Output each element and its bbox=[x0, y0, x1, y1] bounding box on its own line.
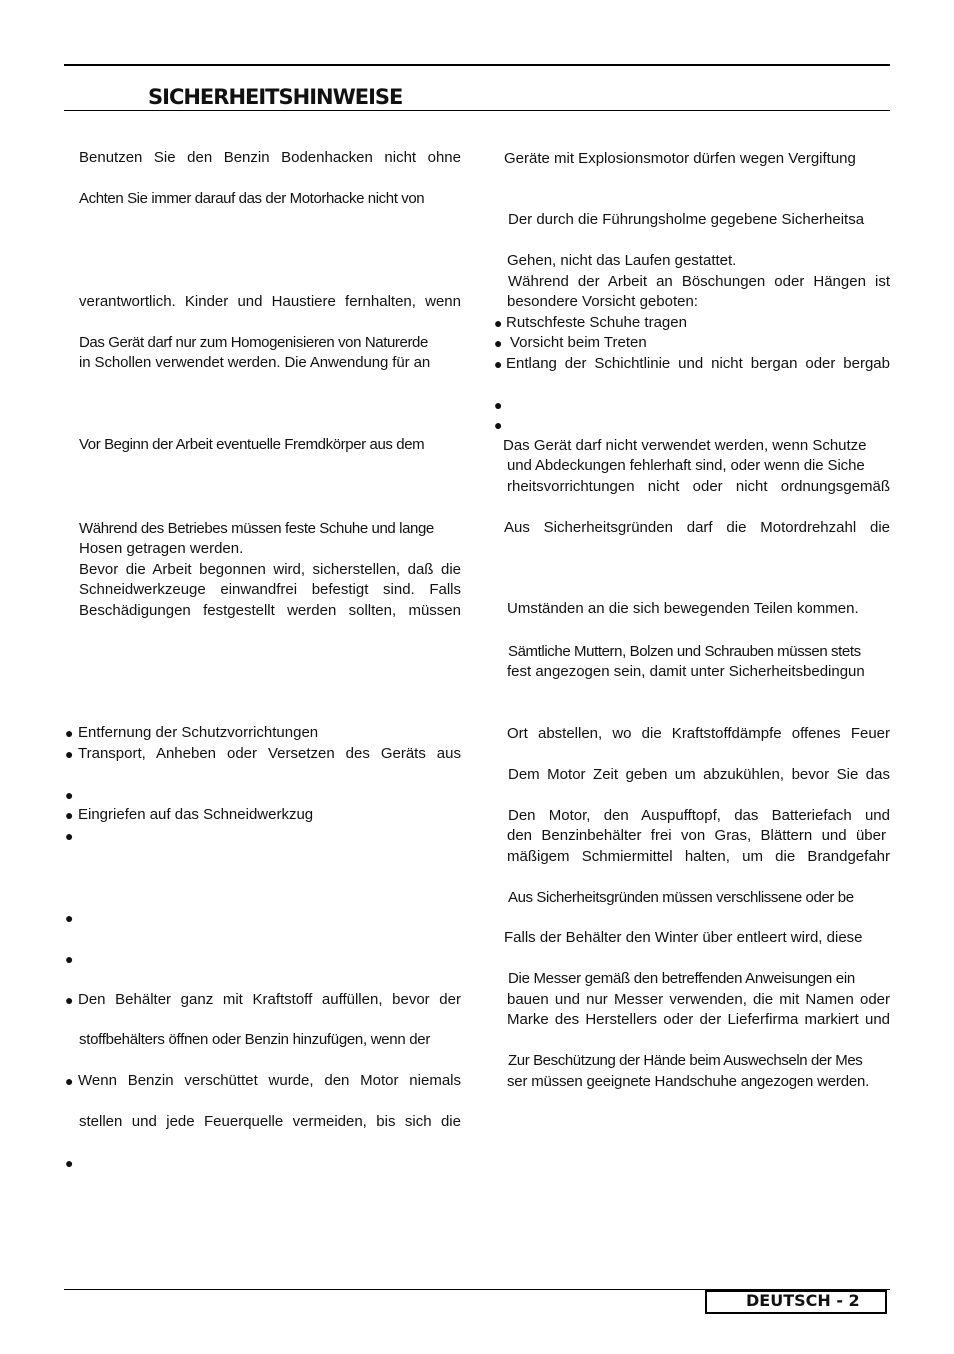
bullet-icon: ● bbox=[65, 910, 74, 926]
text-line: Gehen, nicht das Laufen gestattet. bbox=[507, 252, 737, 269]
text-line: fest angezogen sein, damit unter Sicherheitsbedingun bbox=[507, 663, 865, 680]
text-line: Marke des Herstellers oder der Lieferfirma markiert und bbox=[507, 1011, 890, 1028]
bullet-icon: ● bbox=[65, 828, 74, 844]
text-line: stellen und jede Feuerquelle vermeiden, bis sich die bbox=[79, 1113, 461, 1130]
text-line: stoffbehälters öffnen oder Benzin hinzufügen, wenn der bbox=[79, 1031, 431, 1048]
bullet-icon: ● bbox=[494, 335, 503, 351]
bullet-icon: ● bbox=[65, 1155, 74, 1171]
text-line: rheitsvorrichtungen nicht oder nicht ordnungsgemäß bbox=[507, 478, 890, 495]
header-rule-bottom bbox=[64, 110, 890, 111]
list-item: Transport, Anheben oder Versetzen des Geräts aus bbox=[78, 745, 461, 762]
text-line: und Abdeckungen fehlerhaft sind, oder wenn die Siche bbox=[507, 457, 865, 474]
text-line: Der durch die Führungsholme gegebene Sicherheitsa bbox=[508, 211, 865, 228]
text-line: Während der Arbeit an Böschungen oder Hängen ist bbox=[508, 273, 890, 290]
text-line: Die Messer gemäß den betreffenden Anweisungen ein bbox=[508, 970, 855, 987]
text-line: Geräte mit Explosionsmotor dürfen wegen Vergiftung bbox=[504, 150, 856, 167]
bullet-icon: ● bbox=[494, 315, 503, 331]
header-rule-top bbox=[64, 64, 890, 66]
text-line: Zur Beschützung der Hände beim Auswechseln der Mes bbox=[508, 1052, 863, 1069]
bullet-icon: ● bbox=[65, 1073, 74, 1089]
bullet-icon: ● bbox=[494, 417, 503, 433]
page-number-label: DEUTSCH - 2 bbox=[746, 1291, 860, 1310]
text-line: besondere Vorsicht geboten: bbox=[507, 293, 698, 310]
list-item: Entfernung der Schutzvorrichtungen bbox=[78, 724, 319, 741]
text-line: Sämtliche Muttern, Bolzen und Schrauben müssen stets bbox=[508, 643, 861, 660]
bullet-icon: ● bbox=[65, 807, 74, 823]
text-line: Achten Sie immer darauf das der Motorhacke nicht von bbox=[79, 190, 425, 207]
text-line: Dem Motor Zeit geben um abzukühlen, bevor Sie das bbox=[508, 766, 890, 783]
text-line: ser müssen geeignete Handschuhe angezogen werden. bbox=[507, 1073, 870, 1090]
text-line: Den Motor, den Auspufftopf, das Batteriefach und bbox=[508, 807, 890, 824]
text-line: Das Gerät darf nicht verwendet werden, wenn Schutze bbox=[503, 437, 867, 454]
bullet-icon: ● bbox=[65, 951, 74, 967]
text-line: bauen und nur Messer verwenden, die mit Namen oder bbox=[507, 991, 890, 1008]
text-line: Das Gerät darf nur zum Homogenisieren von Naturerde bbox=[79, 334, 428, 351]
text-line: Schneidwerkzeuge einwandfrei befestigt sind. Falls bbox=[79, 581, 461, 598]
bullet-icon: ● bbox=[65, 787, 74, 803]
text-line: den Benzinbehälter frei von Gras, Blättern und über bbox=[507, 827, 886, 844]
text-line: Vor Beginn der Arbeit eventuelle Fremdkörper aus dem bbox=[79, 436, 425, 453]
text-line: verantwortlich. Kinder und Haustiere fernhalten, wenn bbox=[79, 293, 461, 310]
text-line: Beschädigungen festgestellt werden sollten, müssen bbox=[79, 602, 461, 619]
text-line: Hosen getragen werden. bbox=[79, 540, 244, 557]
text-line: Aus Sicherheitsgründen darf die Motordrehzahl die bbox=[504, 519, 890, 536]
text-line: in Schollen verwendet werden. Die Anwendung für an bbox=[79, 354, 431, 371]
text-line: Bevor die Arbeit begonnen wird, sicherstellen, daß die bbox=[79, 561, 461, 578]
text-line: Ort abstellen, wo die Kraftstoffdämpfe offenes Feuer bbox=[507, 725, 890, 742]
list-item: Eingriefen auf das Schneidwerkzug bbox=[78, 806, 314, 823]
list-item: Vorsicht beim Treten bbox=[510, 334, 647, 351]
bullet-icon: ● bbox=[494, 356, 503, 372]
page-title: SICHERHEITSHINWEISE bbox=[148, 85, 403, 109]
list-item: Entlang der Schichtlinie und nicht bergan oder bergab bbox=[506, 355, 890, 372]
list-item: Rutschfeste Schuhe tragen bbox=[506, 314, 687, 331]
text-line: Benutzen Sie den Benzin Bodenhacken nicht ohne bbox=[79, 149, 461, 166]
list-item: Wenn Benzin verschüttet wurde, den Motor niemals bbox=[78, 1072, 461, 1089]
bullet-icon: ● bbox=[494, 397, 503, 413]
bullet-icon: ● bbox=[65, 992, 74, 1008]
text-line: Aus Sicherheitsgründen müssen verschlissene oder be bbox=[508, 889, 854, 906]
list-item: Den Behälter ganz mit Kraftstoff auffüllen, bevor der bbox=[78, 991, 461, 1008]
text-line: Umständen an die sich bewegenden Teilen kommen. bbox=[507, 600, 859, 617]
text-line: Falls der Behälter den Winter über entleert wird, diese bbox=[504, 929, 863, 946]
bullet-icon: ● bbox=[65, 746, 74, 762]
text-line: Während des Betriebes müssen feste Schuhe und lange bbox=[79, 520, 434, 537]
bullet-icon: ● bbox=[65, 725, 74, 741]
text-line: mäßigem Schmiermittel halten, um die Brandgefahr bbox=[507, 848, 890, 865]
